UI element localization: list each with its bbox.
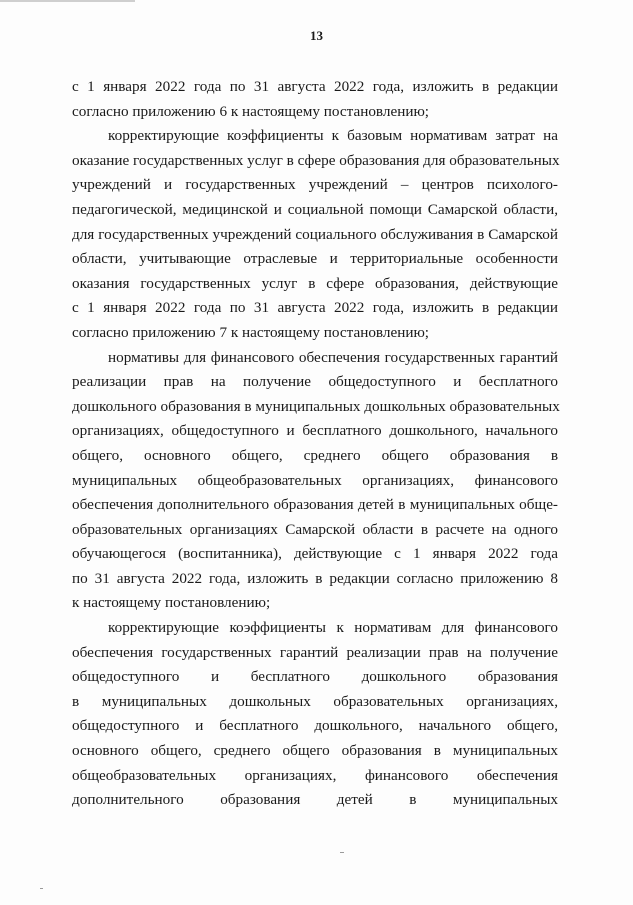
text-line: обеспечения государственных гарантий реализации прав на получение <box>72 643 558 661</box>
document-body <box>72 75 558 813</box>
text-line: для государственных учреждений социального обслуживания в Самарской <box>72 225 558 243</box>
text-line: общего, основного общего, среднего общего образования в <box>72 446 558 464</box>
scan-edge-mark <box>0 0 135 2</box>
text-line: нормативы для финансового обеспечения государственных гарантий <box>108 348 558 366</box>
text-line: организациях, общедоступного и бесплатного дошкольного, начального <box>72 422 558 440</box>
text-line: корректирующие коэффициенты к базовым нормативам затрат на <box>108 127 558 145</box>
paragraph-2 <box>72 124 558 345</box>
text-line: области, учитывающие отраслевые и территориальные особенности <box>72 250 558 268</box>
text-line: учреждений и государственных учреждений – центров психолого- <box>72 176 558 194</box>
text-line: с 1 января 2022 года по 31 августа 2022 года, изложить в редакции <box>72 299 558 317</box>
text-line: в муниципальных дошкольных образовательных организациях, <box>72 692 558 710</box>
page-number: 13 <box>310 28 323 43</box>
text-line: по 31 августа 2022 года, изложить в редакции согласно приложению 8 <box>72 569 558 587</box>
paragraph-3 <box>72 346 558 617</box>
text-line: согласно приложению 6 к настоящему постановлению; <box>72 102 430 120</box>
text-line: с 1 января 2022 года по 31 августа 2022 года, изложить в редакции <box>72 78 558 95</box>
text-line: обучающегося (воспитанника), действующие с 1 января 2022 года <box>72 545 558 563</box>
text-line: муниципальных общеобразовательных организациях, финансового <box>72 471 558 489</box>
text-line: образовательных организациях Самарской области в расчете на одного <box>72 520 558 538</box>
text-line: к настоящему постановлению; <box>72 594 271 612</box>
text-line: основного общего, среднего общего образования в муниципальных <box>72 742 558 760</box>
text-line: педагогической, медицинской и социальной помощи Самарской области, <box>72 200 558 218</box>
scan-speck <box>340 852 344 853</box>
paragraph-4 <box>72 616 558 813</box>
text-line: оказание государственных услуг в сфере образования для образовательных <box>72 151 560 169</box>
text-line: дошкольного образования в муниципальных дошкольных образовательных <box>72 397 560 415</box>
scan-speck <box>40 888 43 889</box>
paragraph-1 <box>72 75 558 124</box>
text-line: общедоступного и бесплатного дошкольного, начального общего, <box>72 717 558 735</box>
text-line: дополнительного образования детей в муниципальных <box>72 791 558 809</box>
text-line: общеобразовательных организациях, финансового обеспечения <box>72 766 558 784</box>
text-line: согласно приложению 7 к настоящему постановлению; <box>72 323 430 341</box>
text-line: оказания государственных услуг в сфере образования, действующие <box>72 274 558 292</box>
text-line: корректирующие коэффициенты к нормативам для финансового <box>108 619 558 637</box>
text-line: реализации прав на получение общедоступного и бесплатного <box>72 373 558 391</box>
text-line: обеспечения дополнительного образования детей в муниципальных обще- <box>72 496 558 514</box>
text-line: общедоступного и бесплатного дошкольного образования <box>72 668 558 686</box>
